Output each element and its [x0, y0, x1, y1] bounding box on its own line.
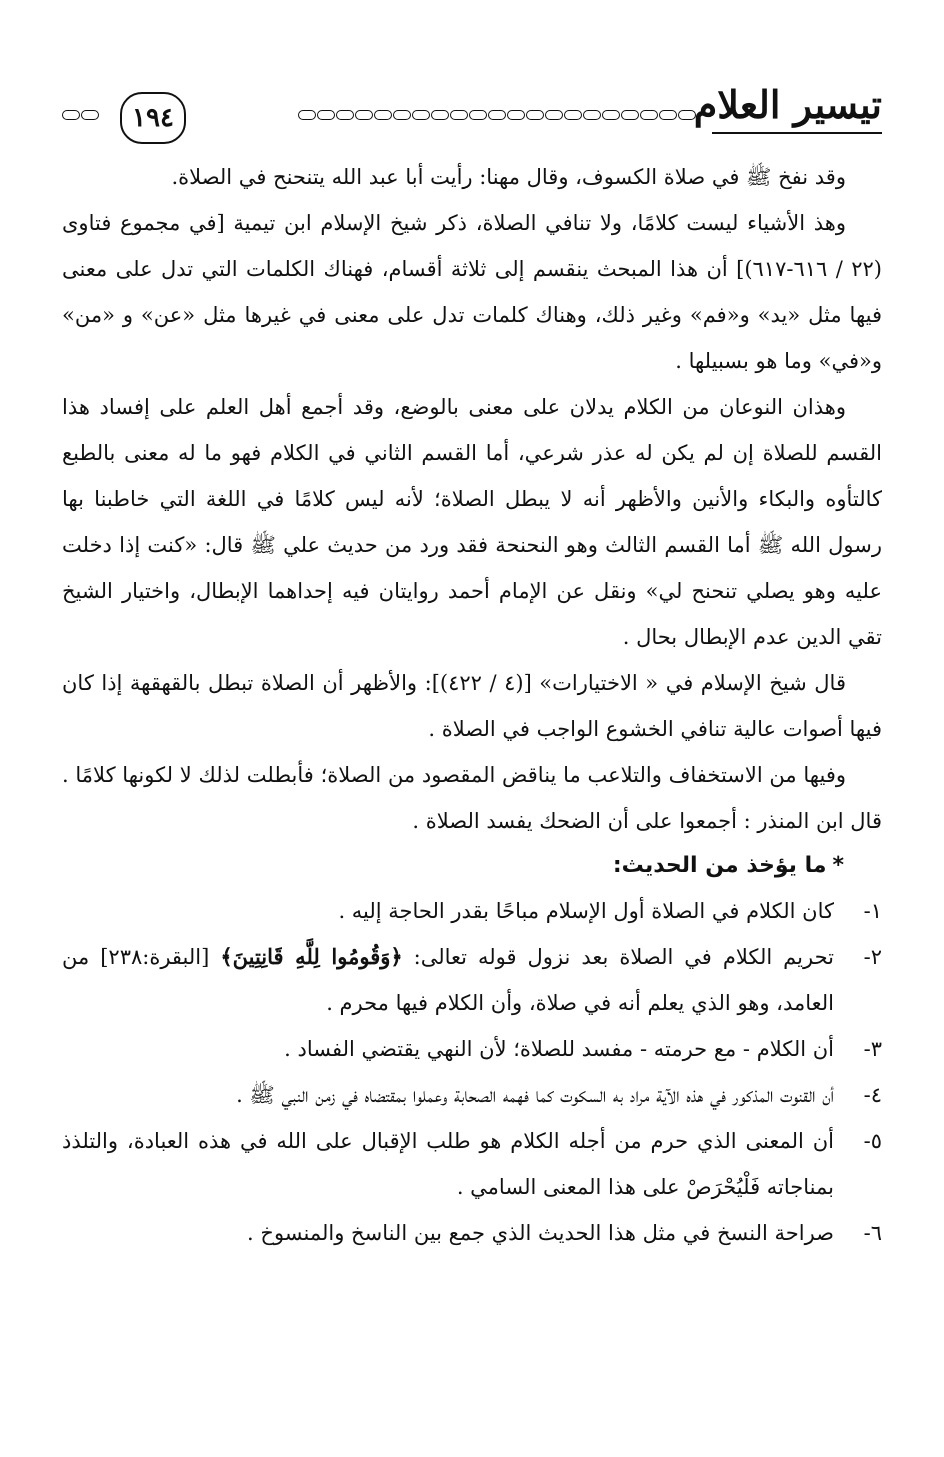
book-page — [62, 78, 882, 1256]
list-item-text: صراحة النسخ في مثل هذا الحديث الذي جمع بين الناسخ والمنسوخ . — [247, 1221, 834, 1245]
list-item-text: تحريم الكلام في الصلاة بعد نزول قوله تعالى: — [402, 945, 834, 969]
list-item-number: ٤- — [863, 1083, 882, 1107]
list-item-text: أن المعنى الذي حرم من أجله الكلام هو طلب الإقبال على الله في هذه العبادة، والتلذذ بمناجاته فَلْيُحْرَصْ على هذا المعنى السامي . — [62, 1129, 834, 1199]
list-item — [62, 888, 882, 934]
list-item-number: ٦- — [863, 1221, 882, 1245]
list-item — [62, 934, 882, 1026]
list-item-text: أن القنوت المذكور في هذه الآية مراد به السكوت كما فهمه الصحابة وعملوا بمقتضاه في زمن النبي ﷺ . — [236, 1083, 834, 1107]
section-heading — [62, 844, 882, 888]
list-item-number: ٥- — [863, 1129, 882, 1153]
header-ornament-right — [298, 108, 700, 124]
paragraph: وهذان النوعان من الكلام يدلان على معنى بالوضع، وقد أجمع أهل العلم على إفساد هذا القسم للصلاة إن لم يكن له عذر شرعي، أما القسم الثاني في الكلام فهو ما له معنى بالطبع كالتأوه والبكاء والأنين والأظهر أنه لا يبطل الصلاة؛ لأنه ليس كلامًا في اللغة التي خاطبنا بها رسول الله ﷺ أما القسم الثالث وهو النحنحة فقد ورد من حديث علي ﷺ قال: «كنت إذا دخلت عليه وهو يصلي تنحنح لي» ونقل عن الإمام أحمد روايتان فيه إحداهما الإبطال، واختيار الشيخ تقي الدين عدم الإبطال بحال . — [62, 395, 882, 649]
list-item-number: ٣- — [863, 1037, 882, 1061]
takeaways-list — [62, 888, 882, 1256]
list-item — [62, 1210, 882, 1256]
paragraph: وقد نفخ ﷺ في صلاة الكسوف، وقال مهنا: رأيت أبا عبد الله يتنحنح في الصلاة. — [171, 165, 846, 189]
paragraph: قال شيخ الإسلام في « الاختيارات» [(٤ / ٤٢٢)]: والأظهر أن الصلاة تبطل بالقهقهة إذا كان فيها أصوات عالية تنافي الخشوع الواجب في الصلاة . — [62, 671, 882, 741]
list-item — [62, 1026, 882, 1072]
quran-verse: ﴿وَقُومُوا لِلَّهِ قَانِتِينَ﴾ — [220, 944, 403, 969]
list-item-text-continued: [البقرة:٢٣٨] من العامد، وهو الذي يعلم أنه في صلاة، وأن الكلام فيها محرم . — [62, 945, 834, 1015]
paragraph: وهذ الأشياء ليست كلامًا، ولا تنافي الصلاة، ذكر شيخ الإسلام ابن تيمية [في مجموع فتاوى (٢٢ / ٦١٦-٦١٧)] أن هذا المبحث ينقسم إلى ثلاثة أقسام، فهناك الكلمات التي تدل على معنى فيها مثل «يد» و«فم» وغير ذلك، وهناك كلمات تدل على معنى في غيرها مثل «عن» و «من» و«في» وما هو بسبيلها . — [62, 211, 882, 373]
list-item-text: أن الكلام - مع حرمته - مفسد للصلاة؛ لأن النهي يقتضي الفساد . — [284, 1037, 834, 1061]
star-icon: * — [832, 853, 844, 878]
page-body — [62, 154, 882, 1256]
book-title: تيسير العلام — [693, 82, 882, 127]
title-underline — [712, 132, 882, 134]
list-item-number: ٢- — [863, 945, 882, 969]
paragraph: وفيها من الاستخفاف والتلاعب ما يناقض المقصود من الصلاة؛ فأبطلت لذلك لا لكونها كلامًا . قال ابن المنذر : أجمعوا على أن الضحك يفسد الصلاة . — [62, 763, 882, 833]
page-number: ١٩٤ — [120, 92, 186, 144]
list-item — [62, 1118, 882, 1210]
header-ornament-left — [62, 108, 112, 124]
section-heading-text: ما يؤخذ من الحديث: — [612, 853, 827, 878]
list-item-number: ١- — [863, 899, 882, 923]
page-header — [62, 78, 882, 154]
list-item — [62, 1072, 882, 1118]
list-item-text: كان الكلام في الصلاة أول الإسلام مباحًا بقدر الحاجة إليه . — [338, 899, 834, 923]
